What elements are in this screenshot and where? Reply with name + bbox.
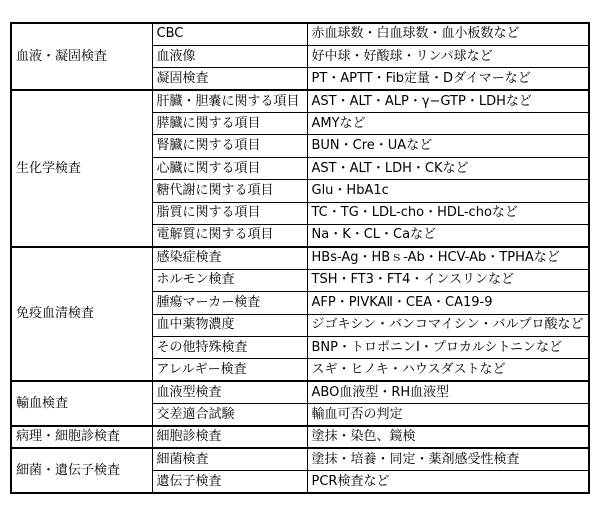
test-item-cell: 遺伝子検査 xyxy=(152,471,307,493)
test-detail-cell: Na・K・CL・Caなど xyxy=(307,225,589,247)
test-detail-cell: 塗抹・培養・同定・薬剤感受性検査 xyxy=(307,448,589,470)
test-item-cell: 脂質に関する項目 xyxy=(152,202,307,224)
test-item-cell: 交差適合試験 xyxy=(152,404,307,426)
test-item-cell: 肝臓・胆嚢に関する項目 xyxy=(152,90,307,112)
test-item-cell: 心臓に関する項目 xyxy=(152,157,307,179)
table-row xyxy=(11,381,589,403)
test-item-cell: CBC xyxy=(152,23,307,45)
test-detail-cell: AST・ALT・ALP・γ−GTP・LDHなど xyxy=(307,90,589,112)
lab-test-table xyxy=(10,22,590,494)
test-detail-cell: TSH・FT3・FT4・インスリンなど xyxy=(307,269,589,291)
test-item-cell: 膵臓に関する項目 xyxy=(152,113,307,135)
test-item-cell: ホルモン検査 xyxy=(152,269,307,291)
test-detail-cell: 好中球・好酸球・リンパ球など xyxy=(307,45,589,67)
group-name-cell: 輸血検査 xyxy=(11,381,152,426)
table-row xyxy=(11,90,589,112)
test-detail-cell: PCR検査など xyxy=(307,471,589,493)
table-row xyxy=(11,448,589,470)
test-detail-cell: HBs-Ag・HBｓ-Ab・HCV-Ab・TPHAなど xyxy=(307,247,589,269)
test-detail-cell: Glu・HbA1c xyxy=(307,180,589,202)
test-item-cell: 電解質に関する項目 xyxy=(152,225,307,247)
test-item-cell: 腎臓に関する項目 xyxy=(152,135,307,157)
test-detail-cell: AFP・PIVKAⅡ・CEA・CA19-9 xyxy=(307,292,589,314)
table-row xyxy=(11,247,589,269)
test-detail-cell: PT・APTT・Fib定量・Dダイマーなど xyxy=(307,68,589,90)
test-detail-cell: BNP・トロポニンI・プロカルシトニンなど xyxy=(307,336,589,358)
table-row xyxy=(11,23,589,45)
test-detail-cell: ABO血液型・RH血液型 xyxy=(307,381,589,403)
test-item-cell: 糖代謝に関する項目 xyxy=(152,180,307,202)
test-item-cell: 血液型検査 xyxy=(152,381,307,403)
test-item-cell: 感染症検査 xyxy=(152,247,307,269)
test-detail-cell: 輸血可否の判定 xyxy=(307,404,589,426)
test-detail-cell: BUN・Cre・UAなど xyxy=(307,135,589,157)
lab-test-table-body xyxy=(11,23,589,493)
test-detail-cell: スギ・ヒノキ・ハウスダストなど xyxy=(307,359,589,381)
group-name-cell: 血液・凝固検査 xyxy=(11,23,152,90)
test-detail-cell: AST・ALT・LDH・CKなど xyxy=(307,157,589,179)
test-item-cell: 血中薬物濃度 xyxy=(152,314,307,336)
test-item-cell: 凝固検査 xyxy=(152,68,307,90)
group-name-cell: 病理・細胞診検査 xyxy=(11,426,152,448)
test-detail-cell: ジゴキシン・バンコマイシン・バルプロ酸など xyxy=(307,314,589,336)
test-item-cell: 腫瘍マーカー検査 xyxy=(152,292,307,314)
test-detail-cell: AMYなど xyxy=(307,113,589,135)
group-name-cell: 生化学検査 xyxy=(11,90,152,247)
group-name-cell: 細菌・遺伝子検査 xyxy=(11,448,152,493)
test-item-cell: その他特殊検査 xyxy=(152,336,307,358)
test-detail-cell: 塗抹・染色、鏡検 xyxy=(307,426,589,448)
test-item-cell: 細胞診検査 xyxy=(152,426,307,448)
test-item-cell: アレルギー検査 xyxy=(152,359,307,381)
test-detail-cell: TC・TG・LDL-cho・HDL-choなど xyxy=(307,202,589,224)
group-name-cell: 免疫血清検査 xyxy=(11,247,152,381)
test-item-cell: 血液像 xyxy=(152,45,307,67)
test-detail-cell: 赤血球数・白血球数・血小板数など xyxy=(307,23,589,45)
table-row xyxy=(11,426,589,448)
test-item-cell: 細菌検査 xyxy=(152,448,307,470)
